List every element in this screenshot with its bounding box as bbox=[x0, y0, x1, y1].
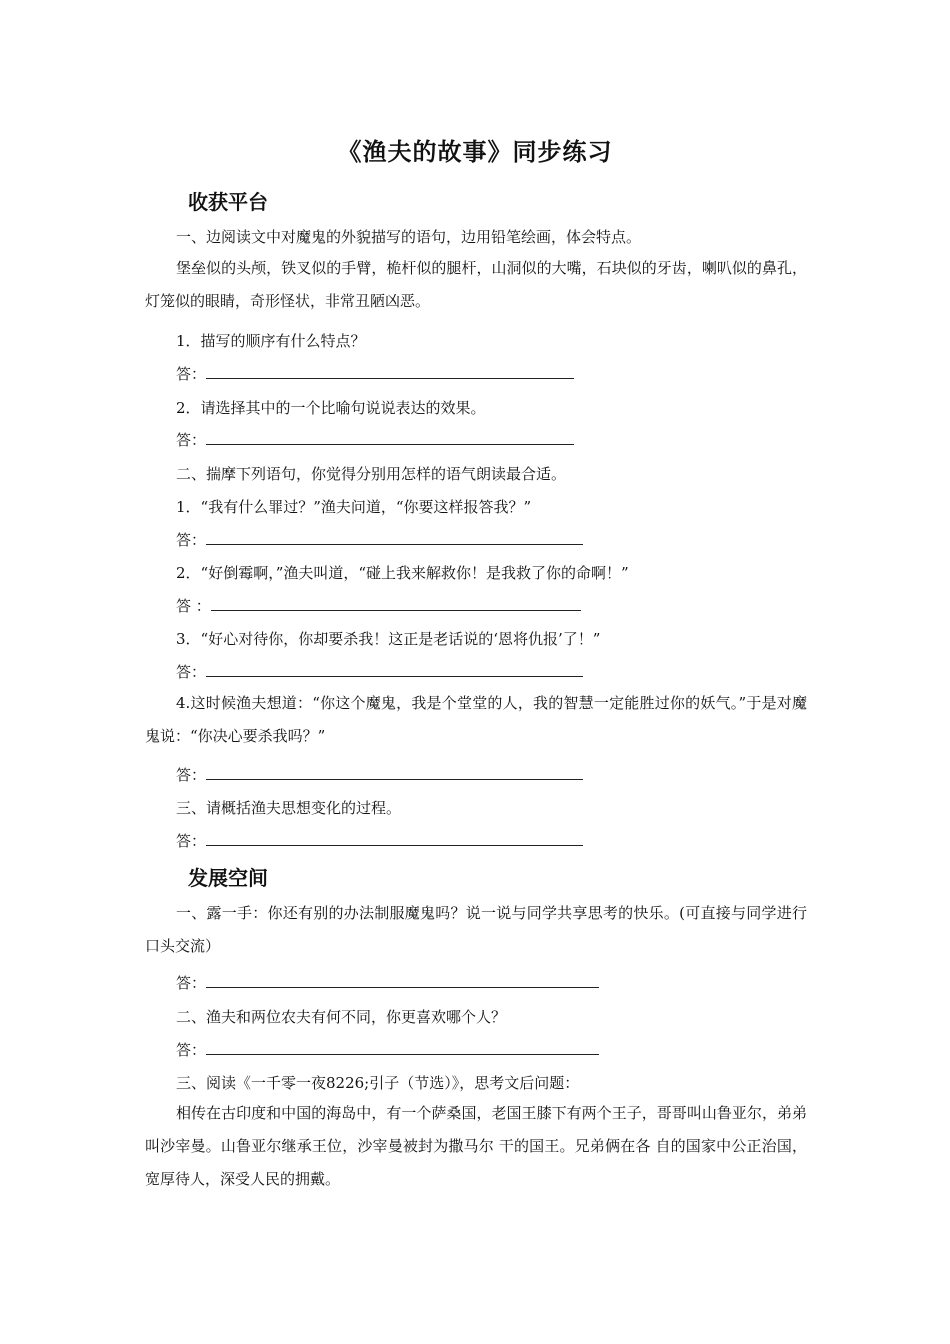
answer-label: 答： bbox=[176, 663, 207, 681]
answer-blank[interactable] bbox=[206, 530, 583, 545]
section-heading-development: 发展空间 bbox=[188, 866, 268, 890]
answer-blank[interactable] bbox=[206, 662, 583, 677]
question-2-3: 3．“好心对待你，你却要杀我！这正是老话说的‘恩将仇报’了！” bbox=[176, 630, 601, 648]
answer-label: 答 ： bbox=[176, 597, 211, 615]
answer-blank[interactable] bbox=[206, 364, 574, 379]
answer-line[interactable] bbox=[176, 764, 583, 785]
question-3-heading: 三、请概括渔夫思想变化的过程。 bbox=[176, 799, 402, 817]
answer-blank[interactable] bbox=[206, 430, 574, 445]
question-2-heading: 二、揣摩下列语句，你觉得分别用怎样的语气朗读最合适。 bbox=[176, 465, 567, 483]
development-passage: 相传在古印度和中国的海岛中，有一个萨桑国，老国王膝下有两个王子，哥哥叫山鲁亚尔，弟弟叫沙宰曼。山鲁亚尔继承王位，沙宰曼被封为撒马尔 干的国王。兄弟俩在各 自的国家中公正治国，宽厚待人，深受人民的拥戴。 bbox=[145, 1104, 807, 1188]
answer-label: 答： bbox=[176, 766, 207, 784]
answer-line[interactable] bbox=[176, 529, 583, 550]
answer-line[interactable] bbox=[176, 363, 574, 384]
answer-line[interactable] bbox=[176, 830, 583, 851]
answer-line[interactable] bbox=[176, 1039, 599, 1060]
answer-label: 答： bbox=[176, 832, 207, 850]
development-question-2: 二、渔夫和两位农夫有何不同，你更喜欢哪个人？ bbox=[176, 1008, 507, 1026]
development-question-1: 一、露一手：你还有别的办法制服魔鬼吗？说一说与同学共享思考的快乐。(可直接与同学进行口头交流） bbox=[145, 904, 807, 955]
answer-label: 答： bbox=[176, 974, 207, 992]
answer-line[interactable] bbox=[176, 661, 583, 682]
question-1-2: 2．请选择其中的一个比喻句说说表达的效果。 bbox=[176, 399, 486, 417]
question-1-1: 1．描写的顺序有什么特点？ bbox=[176, 332, 366, 350]
answer-blank[interactable] bbox=[206, 973, 599, 988]
question-2-1: 1．“我有什么罪过？”渔夫问道，“你要这样报答我？” bbox=[176, 498, 532, 516]
answer-line[interactable] bbox=[176, 972, 599, 993]
answer-label: 答： bbox=[176, 531, 207, 549]
section-heading-harvest: 收获平台 bbox=[188, 190, 268, 214]
page-title: 《渔夫的故事》同步练习 bbox=[337, 138, 613, 166]
answer-blank[interactable] bbox=[206, 831, 583, 846]
answer-blank[interactable] bbox=[211, 596, 581, 611]
answer-label: 答： bbox=[176, 1041, 207, 1059]
answer-blank[interactable] bbox=[206, 1040, 599, 1055]
answer-line[interactable] bbox=[176, 595, 581, 616]
answer-label: 答： bbox=[176, 431, 207, 449]
question-2-4: 4.这时候渔夫想道：“你这个魔鬼，我是个堂堂的人，我的智慧一定能胜过你的妖气。”于是对魔鬼说：“你决心要杀我吗？” bbox=[145, 694, 807, 745]
question-1-passage: 堡垒似的头颅，铁叉似的手臂，桅杆似的腿杆，山洞似的大嘴，石块似的牙齿，喇叭似的鼻孔，灯笼似的眼睛，奇形怪状，非常丑陋凶恶。 bbox=[145, 259, 807, 310]
answer-line[interactable] bbox=[176, 429, 574, 450]
question-2-2: 2．“好倒霉啊，”渔夫叫道，“碰上我来解救你！是我救了你的命啊！” bbox=[176, 564, 629, 582]
answer-blank[interactable] bbox=[206, 765, 583, 780]
answer-label: 答： bbox=[176, 365, 207, 383]
question-1-heading: 一、边阅读文中对魔鬼的外貌描写的语句，边用铅笔绘画，体会特点。 bbox=[176, 228, 642, 246]
development-question-3: 三、阅读《一千零一夜8226;引子（节选）》，思考文后问题： bbox=[176, 1074, 580, 1092]
